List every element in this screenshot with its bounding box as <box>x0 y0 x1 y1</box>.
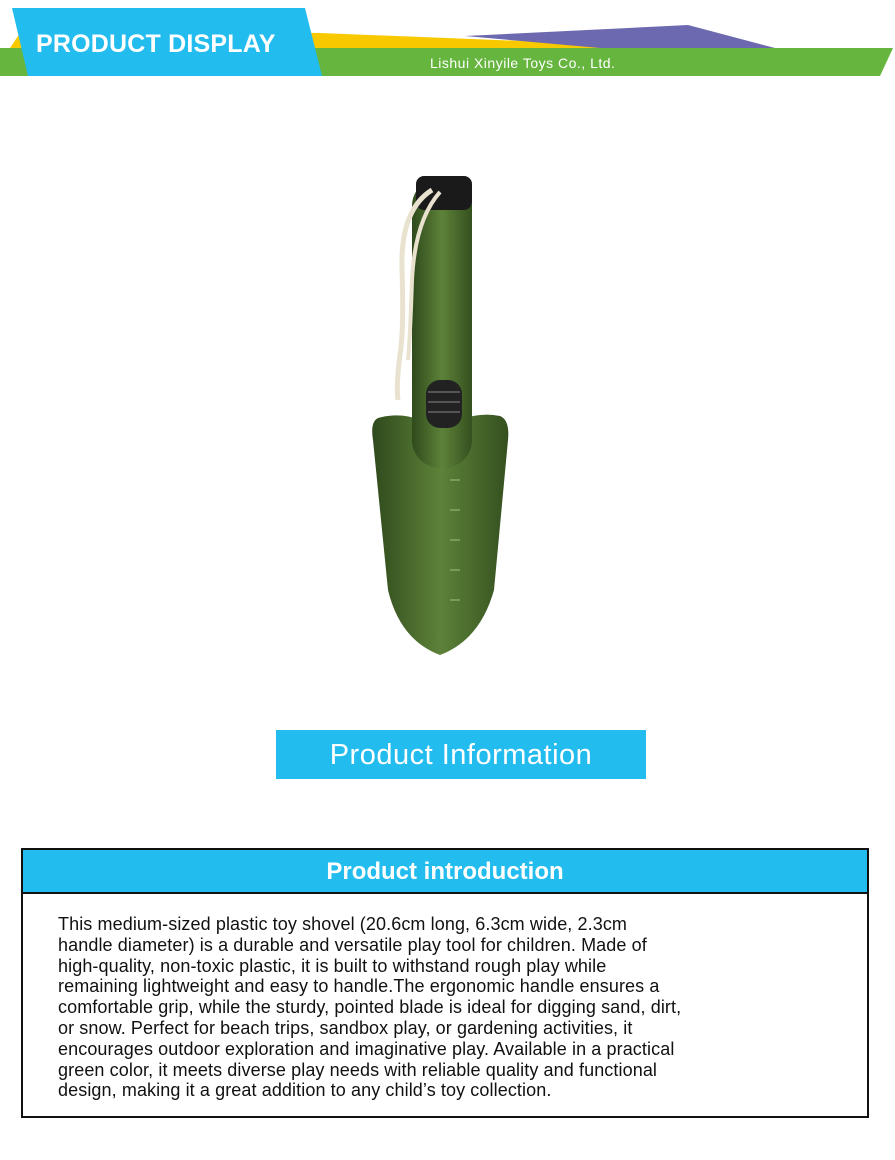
intro-line: or snow. Perfect for beach trips, sandbox play, or gardening activities, it <box>58 1017 633 1038</box>
intro-line: design, making it a great addition to any child’s toy collection. <box>58 1080 552 1101</box>
intro-text <box>23 894 867 1101</box>
intro-line: remaining lightweight and easy to handle.The ergonomic handle ensures a <box>58 976 660 997</box>
product-introduction-panel <box>21 848 869 1118</box>
intro-line: green color, it meets diverse play needs with reliable quality and functional <box>58 1059 658 1080</box>
intro-line: encourages outdoor exploration and imaginative play. Available in a practical <box>58 1038 675 1059</box>
intro-heading: Product introduction <box>23 850 867 894</box>
intro-line: comfortable grip, while the sturdy, pointed blade is ideal for digging sand, dirt, <box>58 997 682 1018</box>
header-title: PRODUCT DISPLAY <box>36 30 276 58</box>
intro-line: This medium-sized plastic toy shovel (20.6cm long, 6.3cm wide, 2.3cm <box>58 914 628 934</box>
product-information-banner: Product Information <box>276 730 646 779</box>
company-name: Lishui Xinyile Toys Co., Ltd. <box>430 55 616 71</box>
intro-line: high-quality, non-toxic plastic, it is built to withstand rough play while <box>58 955 607 976</box>
intro-line: handle diameter) is a durable and versatile play tool for children. Made of <box>58 934 647 955</box>
toy-shovel-image <box>360 170 520 660</box>
header-banner <box>0 0 895 90</box>
